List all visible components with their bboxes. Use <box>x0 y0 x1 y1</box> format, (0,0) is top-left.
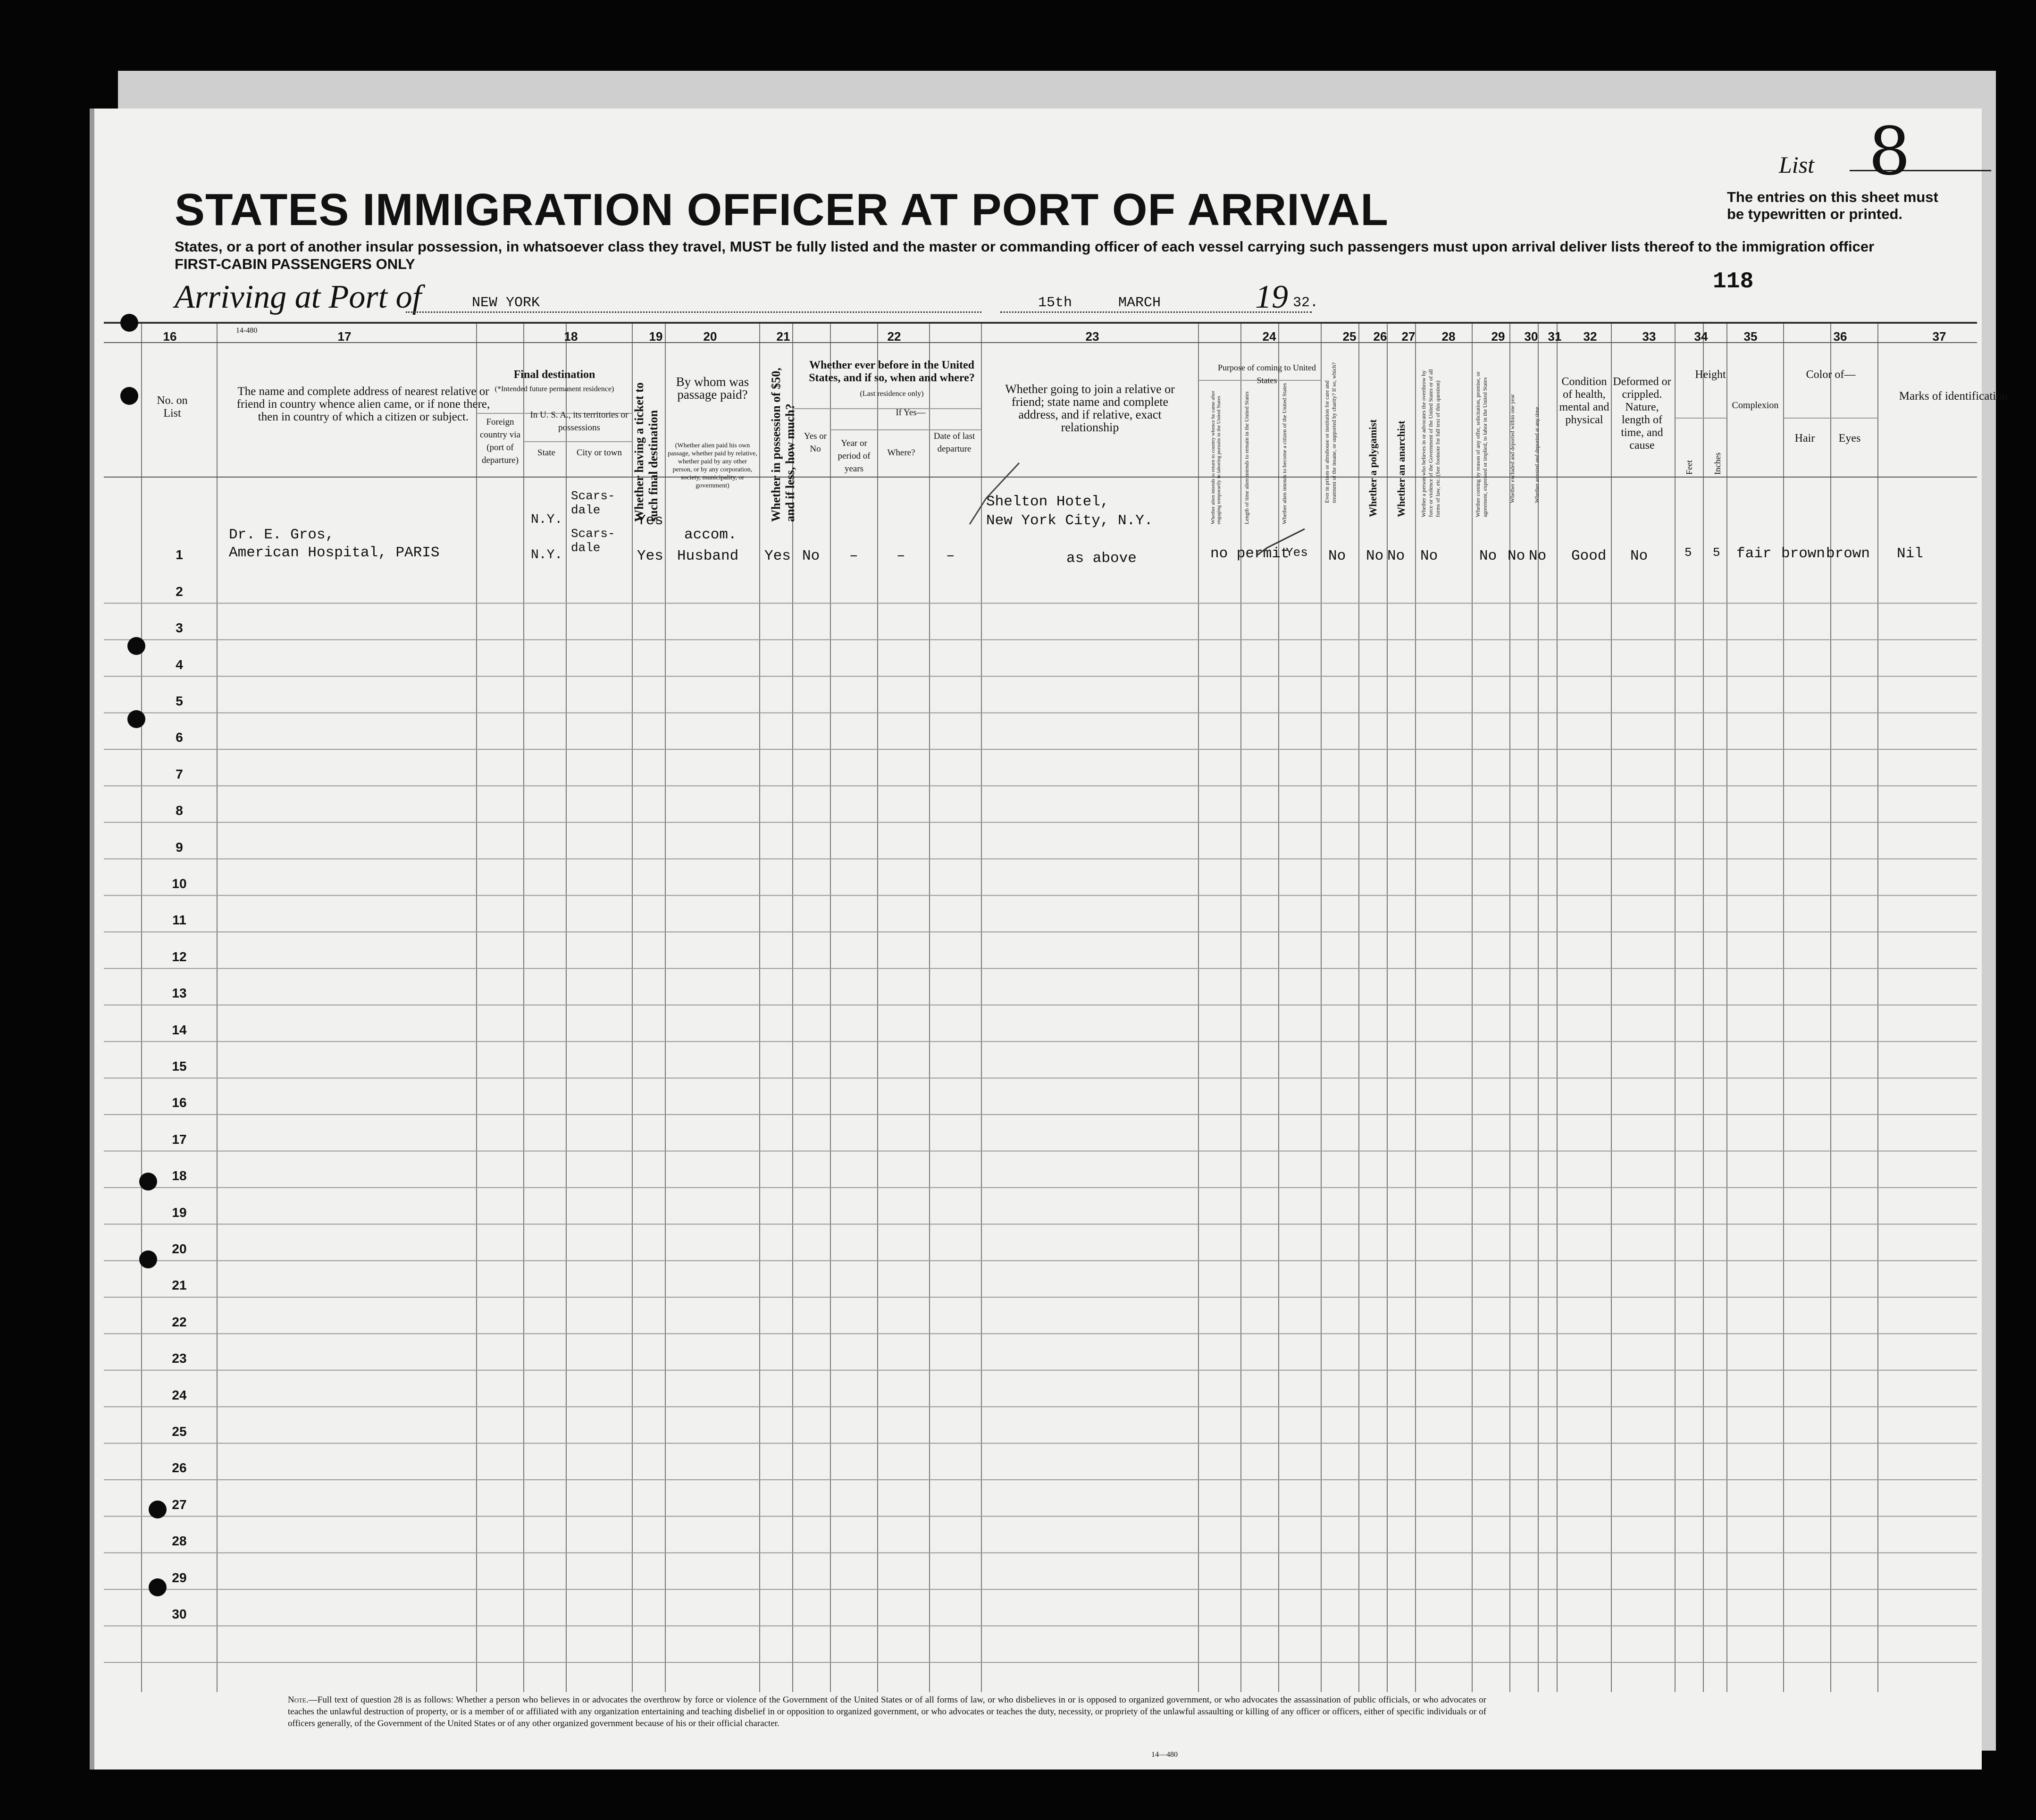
column-number-26: 26 <box>1373 329 1387 344</box>
column-number-25: 25 <box>1342 329 1357 344</box>
row2-feet: 5 <box>1684 545 1692 560</box>
row2-overthrow: No <box>1420 548 1438 564</box>
row2-years: – <box>849 548 858 564</box>
row-number: 5 <box>176 694 183 709</box>
binder-hole <box>149 1501 167 1518</box>
binder-hole <box>120 314 138 332</box>
header-ticket: Whether having a ticket to such final destination <box>632 382 660 522</box>
column-number-23: 23 <box>1085 329 1099 344</box>
header-eyes: Eyes <box>1838 432 1861 445</box>
row-number: 10 <box>172 876 187 891</box>
row-number: 4 <box>176 657 183 672</box>
form-code: 14-480 <box>236 327 258 335</box>
row2-eyes: brown <box>1826 545 1870 562</box>
row-number: 30 <box>172 1607 187 1622</box>
row-number: 14 <box>172 1022 187 1037</box>
binder-hole <box>139 1250 157 1268</box>
column-number-31: 31 <box>1548 329 1562 344</box>
row2-passage-1: accom. <box>684 527 737 543</box>
header-no-on-list: No. on List <box>157 394 188 419</box>
row-number: 26 <box>172 1460 187 1476</box>
header-line-1: States, or a port of another insular possession, in whatsoever class they travel, MUST be fully listed and the master or commanding officer of each vessel carrying such passengers must upon arrival deliver lists thereof to the immigration officer <box>175 238 1875 255</box>
list-number: 8 <box>1868 113 1911 190</box>
port-dotline <box>406 311 981 313</box>
header-city: City or town <box>576 448 622 458</box>
row2-passage-2: Husband <box>677 548 739 564</box>
row2-where: – <box>897 548 905 564</box>
column-number-35: 35 <box>1743 329 1758 344</box>
header-money: Whether in possession of $50, and if less, how much? <box>769 368 797 522</box>
row-number: 24 <box>172 1387 187 1402</box>
entries-note-1: The entries on this sheet must <box>1727 189 1938 205</box>
row-number: 28 <box>172 1534 187 1549</box>
header-polygamist: Whether a polygamist <box>1367 419 1379 517</box>
row2-citizen: Yes <box>1286 545 1308 560</box>
row-number: 27 <box>172 1497 187 1512</box>
row-number: 3 <box>176 621 183 636</box>
footnote-label: Note. <box>288 1695 309 1705</box>
row2-prison: No <box>1328 548 1346 564</box>
row-number: 25 <box>172 1424 187 1439</box>
header-relative: The name and complete address of nearest relative or friend in country whence alien came, or if none there, then in country of which a citizen or subject. <box>236 385 490 423</box>
header-ever-before-sub: (Last residence only) <box>860 390 924 398</box>
row2-relative-1: Dr. E. Gros, <box>229 527 335 543</box>
footnote <box>288 1694 1486 1729</box>
header-years: Year or period of years <box>838 438 871 474</box>
row2-before: No <box>802 548 820 564</box>
row-number: 12 <box>172 949 187 964</box>
header-complexion: Complexion <box>1732 400 1779 411</box>
row-number: 23 <box>172 1351 187 1366</box>
list-label: List <box>1779 151 1815 178</box>
row2-state: N.Y. <box>531 548 563 562</box>
footnote-text: —Full text of question 28 is as follows: Whether a person who believes in or advocates the overthrow by force or violence of the Government of the United States or of all forms of law, or who disbelieves in or is opposed to organized government, or who advocates the assassination of public officials, or who advocates or teaches the unlawful destruction of property, or is a member of or affiliated with any organization entertaining and teaching disbelief in or opposition to organized government, or who advocates or teaches the duty, necessity, or propriety of the unlawful assaulting or killing of any officer or officers, either of specific individuals or of officers generally, of the Government of the United States or of any other organized government because of his or their official character. <box>288 1695 1486 1728</box>
header-purpose-a: Whether alien intends to return to country whence he came after engaging temporarily in laboring pursuits in the United States <box>1210 391 1222 524</box>
year-suffix: 32. <box>1293 295 1319 311</box>
header-overthrow: Whether a person who believes in or advocates the overthrow by force or violence of the Government of the United States or of all forms of law, etc. (See footnote for full text of this question) <box>1420 369 1441 517</box>
row2-excluded: No <box>1508 548 1525 564</box>
row-number: 9 <box>176 839 183 855</box>
table-frame <box>104 322 2008 1692</box>
row2-polygamist: No <box>1366 548 1384 564</box>
row-number: 29 <box>172 1570 187 1585</box>
pencil-check-mark-2 <box>1255 527 1307 560</box>
header-inches: Inches <box>1713 453 1722 475</box>
binder-hole <box>120 387 138 405</box>
column-number-18: 18 <box>564 329 578 344</box>
row-number: 11 <box>172 913 186 928</box>
row-number: 17 <box>172 1132 187 1147</box>
page-number: 118 <box>1713 269 1754 294</box>
arrival-month: MARCH <box>1118 295 1161 311</box>
row-number: 8 <box>176 803 183 818</box>
pencil-check-mark <box>967 461 1024 527</box>
arrival-day: 15th <box>1038 295 1072 311</box>
header-date-departure: Date of last departure <box>933 431 975 454</box>
row2-ticket: Yes <box>637 548 663 564</box>
header-yes-no: Yes or No <box>804 431 827 454</box>
binder-hole <box>149 1578 167 1596</box>
row2-anarchist: No <box>1387 548 1405 564</box>
header-passage-paid: By whom was passage paid? <box>676 375 749 402</box>
row1-city: Scars-dale <box>571 489 615 517</box>
header-arrested: Whether arrested and deported at any time <box>1533 407 1540 503</box>
row-number: 15 <box>172 1059 187 1074</box>
header-offer: Whether coming by reason of any offer, solicitation, promise, or agreement, expressed or implied, to labor in the United States <box>1475 371 1488 517</box>
row-number: 21 <box>172 1278 187 1293</box>
header-where: Where? <box>887 448 915 458</box>
header-marks: Marks of identification <box>1899 390 2008 403</box>
column-number-24: 24 <box>1262 329 1276 344</box>
header-anarchist: Whether an anarchist <box>1395 420 1407 517</box>
row2-deformed: No <box>1630 548 1648 564</box>
header-final-destination: Final destination <box>513 369 595 381</box>
binder-hole <box>139 1173 157 1191</box>
header-state: State <box>537 448 555 458</box>
header-deformed: Deformed or crippled. Nature, length of time, and cause <box>1613 376 1671 452</box>
row2-join: as above <box>1066 550 1137 567</box>
row2-health: Good <box>1571 548 1607 564</box>
row2-city: Scars-dale <box>571 527 615 555</box>
column-number-34: 34 <box>1694 329 1708 344</box>
header-height: Height <box>1695 369 1726 381</box>
row2-complexion: fair <box>1736 545 1772 562</box>
binder-hole <box>127 710 145 728</box>
row-number: 18 <box>172 1168 187 1183</box>
header-foreign-country: Foreign country via (port of departure) <box>479 417 520 465</box>
column-number-32: 32 <box>1583 329 1597 344</box>
footnote-code: 14—480 <box>1151 1751 1178 1759</box>
row-number: 19 <box>172 1205 187 1220</box>
binder-hole <box>127 637 145 655</box>
column-number-16: 16 <box>163 329 177 344</box>
row-number: 20 <box>172 1241 187 1257</box>
column-number-27: 27 <box>1401 329 1416 344</box>
header-purpose-c: Whether alien intends to become a citizen of the United States <box>1281 383 1288 524</box>
row2-hair: brown <box>1781 545 1826 562</box>
row2-purpose: no permit <box>1210 545 1290 562</box>
header-ever-before: Whether ever before in the United States, and if so, when and where? <box>809 359 975 384</box>
row-number: 22 <box>172 1314 187 1329</box>
row-number: 2 <box>176 584 183 599</box>
row-number: 7 <box>176 766 183 781</box>
column-number-21: 21 <box>776 329 790 344</box>
row2-inches: 5 <box>1713 545 1720 560</box>
row2-money: Yes <box>764 548 791 564</box>
column-number-33: 33 <box>1642 329 1656 344</box>
column-number-28: 28 <box>1441 329 1456 344</box>
header-excluded: Whether excluded and deported within one year <box>1509 394 1516 503</box>
header-hair: Hair <box>1794 432 1815 445</box>
column-number-20: 20 <box>703 329 717 344</box>
column-number-22: 22 <box>887 329 901 344</box>
header-feet: Feet <box>1684 460 1694 475</box>
column-number-30: 30 <box>1524 329 1538 344</box>
year-prefix: 19 <box>1255 279 1288 315</box>
manifest-sheet <box>90 109 2008 1770</box>
header-color-of: Color of— <box>1806 369 1856 381</box>
header-line-2: FIRST-CABIN PASSENGERS ONLY <box>175 256 415 272</box>
header-final-destination-sub: (*Intended future permanent residence) <box>494 385 614 393</box>
header-prison: Ever in prison or almshouse or institution for care and treatment of the insane, or supported by charity? If so, which? <box>1324 362 1337 503</box>
header-health: Condition of health, mental and physical <box>1559 376 1609 426</box>
column-number-19: 19 <box>649 329 663 344</box>
grid-lines <box>104 324 1977 1692</box>
column-number-37: 37 <box>1932 329 1946 344</box>
header-in-usa: In U. S. A., its territories or possessions <box>530 410 628 433</box>
row2-date: – <box>946 548 955 564</box>
row-number: 6 <box>176 730 183 745</box>
header-purpose: Purpose of coming to United States <box>1218 363 1316 385</box>
row-number: 13 <box>172 986 187 1001</box>
header-join-relative: Whether going to join a relative or friend; state name and complete address, and if relative, exact relationship <box>1005 382 1175 434</box>
row2-offer: No <box>1479 548 1497 564</box>
entries-note <box>1727 189 1938 223</box>
row1-state: N.Y. <box>531 512 563 527</box>
row-number: 16 <box>172 1095 187 1110</box>
row1-join-1: Shelton Hotel, <box>986 494 1109 510</box>
row1-join-2: New York City, N.Y. <box>986 512 1153 529</box>
header-if-yes: If Yes— <box>896 408 926 418</box>
arriving-label: Arriving at Port of <box>175 279 422 315</box>
page-title: STATES IMMIGRATION OFFICER AT PORT OF ARRIVAL <box>175 185 1389 235</box>
row1-ticket: Yes <box>637 512 663 529</box>
header-passage-paid-sub: (Whether alien paid his own passage, whether paid by relative, whether paid by any other person, or by any corporation, society, municipality, or government) <box>668 442 757 489</box>
column-number-36: 36 <box>1833 329 1847 344</box>
row2-arrested: No <box>1529 548 1547 564</box>
row2-marks: Nil <box>1897 545 1923 562</box>
port-value: NEW YORK <box>472 295 540 311</box>
row-number: 1 <box>176 547 183 562</box>
column-number-17: 17 <box>337 329 352 344</box>
column-number-29: 29 <box>1491 329 1505 344</box>
row2-relative-2: American Hospital, PARIS <box>229 545 440 561</box>
header-purpose-b: Length of time alien intends to remain in the United States <box>1243 391 1250 524</box>
entries-note-2: be typewritten or printed. <box>1727 206 1903 222</box>
